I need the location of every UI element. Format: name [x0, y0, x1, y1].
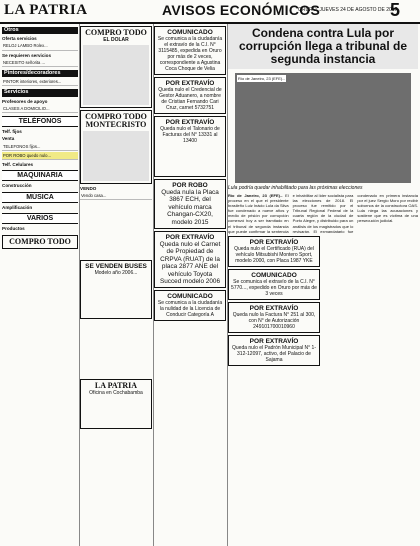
- extravio-notice: [228, 236, 320, 267]
- montecristo-ad: [80, 110, 152, 184]
- section-title: AVISOS ECONÓMICOS: [162, 2, 321, 18]
- notice-title: POR EXTRAVÍO: [249, 239, 299, 246]
- extravio-notice: [228, 302, 320, 333]
- subcategory-header: Amplificación: [2, 204, 33, 210]
- subcategory-header: Telf. Celulares: [2, 162, 34, 168]
- classified-item: Vendo casa...: [80, 192, 152, 200]
- notice-body: Se comunica a la ciudadanía el extravío de la C.I. N° 3115485, expedida en Oruro por más de 2 veces, correspondiente a Agustina Coca Choque de Velia: [157, 36, 223, 72]
- ad-subtitle: EL DOLAR: [103, 37, 129, 43]
- photo-caption: Lula podría quedar inhabilitado para las próximas elecciones: [228, 185, 363, 191]
- notice-title: POR EXTRAVÍO: [249, 305, 299, 312]
- ad-image: [83, 45, 149, 105]
- category-header: VARIOS: [2, 213, 78, 224]
- notice-title: COMUNICADO: [167, 29, 213, 36]
- page-number: 5: [390, 0, 401, 20]
- notice-body: Se comunica el extravío de la C.I. N° 5770..., expedido en Oruro por más de 3 veces: [231, 279, 317, 297]
- notice-body: Queda nulo el Talonario de Facturas del N° 13331 al 13400: [160, 126, 220, 144]
- highlighted-classified-item: POR ROBO quedo nulo...: [2, 152, 78, 160]
- category-header: Otros: [2, 27, 78, 34]
- extravio-notice: [154, 116, 226, 177]
- notice-title: POR EXTRAVÍO: [165, 234, 215, 242]
- extravio-notice: [154, 77, 226, 114]
- ad-title: COMPRO TODO: [9, 237, 71, 247]
- ad-title: COMPRO TODO: [85, 28, 147, 37]
- classified-item: PINTOR interiores, exteriores...: [2, 78, 78, 86]
- notice-title: COMUNICADO: [251, 272, 297, 279]
- article-headline-box: [228, 24, 418, 69]
- notice-body: Queda nulo la Factura N° 251 al 300, con N° de Autorización 249101700010960: [232, 312, 316, 330]
- masthead: [0, 0, 420, 24]
- extravio-notice: [154, 231, 226, 288]
- notice-title: COMUNICADO: [167, 293, 213, 301]
- el-dolar-ad: [80, 26, 152, 108]
- notices-left: [228, 234, 320, 368]
- category-header: Pintores/decoradores: [2, 70, 78, 77]
- subcategory-header: Se requieren servicios: [2, 52, 52, 58]
- ad-body: Oficina en Cochabamba: [89, 390, 143, 397]
- notice-body: Queda nulo el Credencial de Gestor Aduanero, a nombre de Cristian Fernando Cari Cruz, carnet 5732751: [158, 87, 222, 111]
- article-headline: Condena contra Lula por corrupción llega a tribunal de segunda instancia: [238, 26, 408, 66]
- ad-title: COMPRO TODO MONTECRISTO: [85, 112, 147, 129]
- subcategory-header: Telf. fijos: [2, 129, 22, 135]
- subcategory-header: Oferta servicios: [2, 36, 37, 42]
- subcategory-header: Construcción: [2, 183, 32, 189]
- ad-body: Modelo año 2006...: [94, 270, 138, 277]
- category-header: Servicios: [2, 89, 78, 96]
- notice-body: Se comunica a la ciudadanía la nulidad de la Licencia de Conducir Categoría A: [157, 300, 223, 319]
- display-ads-column: [80, 24, 152, 431]
- notice-title: POR EXTRAVÍO: [165, 80, 215, 87]
- classifieds-column: [2, 24, 78, 251]
- comunicado-notice: [154, 26, 226, 75]
- article-column: [228, 24, 418, 363]
- notice-body: Queda nula la Placa 3867 ECH, del vehículo marca Changan-CX20, modelo 2015: [161, 189, 219, 226]
- comunicado-notice: [154, 290, 226, 321]
- notice-body: Queda nulo el Carnet de Propiedad de CRPVA (RUAT) de la placa 2877 ANE del vehículo Toyota Succed modelo 2006: [159, 241, 221, 286]
- article-dateline: Río de Janeiro, 23 (EFE).-: [228, 193, 283, 198]
- extravio-notice: [228, 335, 320, 366]
- la-patria-ad: [80, 379, 152, 429]
- classified-item: RELOJ LAMBO Rolex...: [2, 42, 78, 50]
- notice-body: Queda nulo el Certificado (RUA) del vehículo Mitsubishi Montero Sport, modelo 2000, con Placa 1987 YKE: [234, 246, 314, 264]
- buses-ad: [80, 260, 152, 319]
- notice-body: Queda nulo el Padrón Municipal N° 1-312-12097, activo, del Palacio de Sajama: [232, 345, 316, 363]
- notice-title: POR EXTRAVÍO: [165, 119, 215, 126]
- robo-notice: [154, 179, 226, 229]
- comunicado-notice: [228, 269, 320, 300]
- category-header: TELÉFONOS: [2, 116, 78, 127]
- dateline: ORURO, JUEVES 24 DE AGOSTO DE 2017: [298, 7, 398, 13]
- photo-credit: Río de Janeiro, 23 (EFE).-: [238, 76, 285, 81]
- classified-item: NECESITO señorita ...: [2, 59, 78, 67]
- subcategory-header: Profesores de apoyo: [2, 98, 48, 104]
- category-header: MÚSICA: [2, 192, 78, 203]
- newspaper-brand: LA PATRIA: [4, 2, 88, 18]
- subcategory-header: VENDO: [80, 186, 97, 191]
- article-text: El proceso en el que el presidente brasileño Luiz Inácio Lula da Silva fue condenado a nueve años y medio de prisión por corrupción comenzó hoy a ser tramitado en el tribunal de segunda instancia que puede confirmar la sentencia e inhabilitar al líder socialista para las elecciones de 2018. El proceso fue remitido por el Tribunal Regional Federal de la cuarta región de la ciudad de Porto Alegre, y distribuido para un análisis de los magistrados que lo revisarán. El exmandatario fue condenado en primera instancia por el juez Sergio Moro por recibir sobornos de la constructora OAS. Lula niega las acusaciones y sostiene que es víctima de una persecución judicial.: [228, 193, 418, 234]
- ad-image: [83, 131, 149, 181]
- notice-title: POR ROBO: [172, 182, 208, 189]
- article-body: [228, 193, 418, 234]
- ad-title: SE VENDEN BUSES: [85, 263, 147, 271]
- subcategory-header: Venta: [2, 136, 15, 142]
- classified-item: CLASES A DOMICILIO...: [2, 105, 78, 113]
- classified-item: TELEFONOS fijos...: [2, 143, 78, 151]
- ad-title: LA PATRIA: [94, 381, 138, 391]
- notices-column: [154, 24, 226, 323]
- compro-todo-ad: [2, 235, 78, 249]
- category-header: MAQUINARIA: [2, 170, 78, 181]
- notice-title: POR EXTRAVÍO: [249, 338, 299, 345]
- article-photo: [235, 73, 411, 183]
- subcategory-header: Productos: [2, 226, 25, 232]
